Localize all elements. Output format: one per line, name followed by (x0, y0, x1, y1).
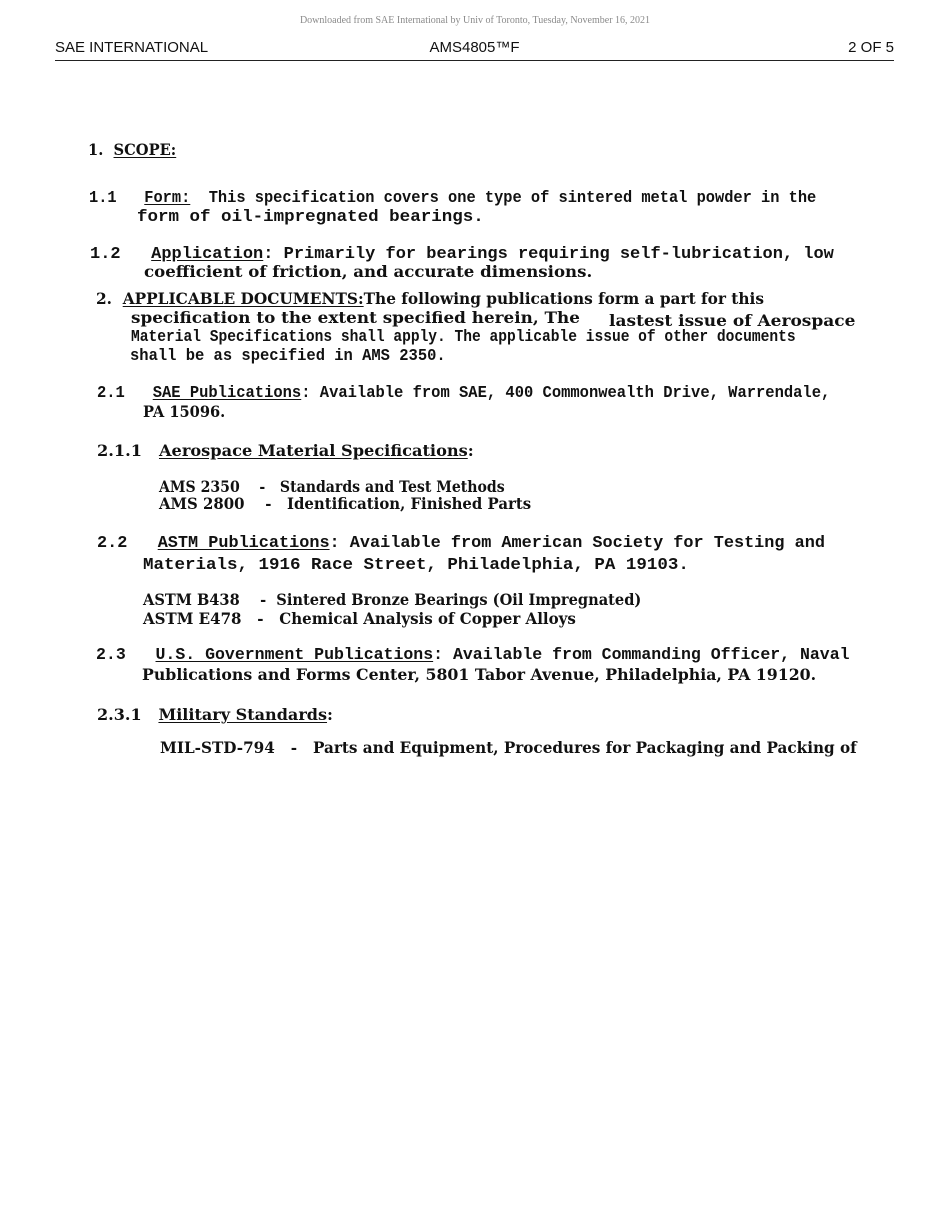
header-page-number: 2 OF 5 (848, 39, 894, 56)
section-2-line3: Material Specifications shall apply. The applicable issue of other documents (131, 327, 796, 346)
section-colon: : (467, 441, 474, 460)
spec-code: MIL-STD-794 (160, 738, 275, 757)
section-number: 2.3 (96, 645, 126, 664)
section-2-1-line2: PA 15096. (143, 402, 226, 421)
section-2-1-1-heading (97, 442, 474, 460)
ams-list-item (159, 495, 531, 513)
spec-dash: - (265, 494, 272, 513)
section-label: Application (151, 244, 264, 263)
section-label: Military Standards (158, 705, 328, 724)
section-2-3-line1 (96, 646, 850, 664)
spec-code: ASTM B438 (143, 590, 240, 609)
spec-dash: - (257, 609, 264, 628)
scope-heading (88, 141, 176, 159)
section-2-3-line2: Publications and Forms Center, 5801 Tabor Avenue, Philadelphia, PA 19120. (142, 665, 817, 684)
section-text: This specification covers one type of sintered metal powder in the (208, 188, 817, 207)
section-number: 1.2 (90, 244, 121, 263)
section-2-line2a: specification to the extent specified herein, The (131, 308, 580, 327)
section-label: ASTM Publications (157, 533, 330, 552)
section-text: : Available from Commanding Officer, Naval (433, 645, 850, 664)
spec-title: Identification, Finished Parts (286, 494, 532, 513)
section-1-2-line2: coefficient of friction, and accurate dimensions. (144, 262, 593, 281)
section-number: 1.1 (89, 188, 117, 207)
spec-title: Parts and Equipment, Procedures for Packaging and Packing of (312, 738, 857, 757)
spec-dash: - (290, 738, 298, 757)
section-label: U.S. Government Publications (155, 645, 434, 664)
section-label: Aerospace Material Specifications (158, 441, 468, 460)
section-2-2-line1 (97, 534, 825, 552)
section-number: 2.1.1 (97, 441, 143, 460)
spec-dash: - (259, 477, 266, 496)
section-number: 2.1 (97, 383, 125, 402)
section-text: : Primarily for bearings requiring self-lubrication, low (263, 244, 834, 263)
section-number: 1. (88, 140, 104, 159)
spec-dash: - (260, 590, 267, 609)
section-text: : Available from American Society for Testing and (329, 533, 825, 552)
section-label: SCOPE: (113, 140, 177, 159)
header-org: SAE INTERNATIONAL (55, 39, 209, 56)
section-text: The following publications form a part for this (363, 289, 764, 308)
section-2-line4: shall be as specified in AMS 2350. (130, 346, 446, 365)
section-2-line1 (96, 290, 764, 308)
spec-code: ASTM E478 (143, 609, 242, 628)
section-number: 2. (96, 289, 113, 308)
section-text: : Available from SAE, 400 Commonwealth Drive, Warrendale, (301, 383, 831, 402)
download-watermark: Downloaded from SAE International by Univ of Toronto, Tuesday, November 16, 2021 (299, 15, 651, 26)
spec-title: Chemical Analysis of Copper Alloys (279, 609, 576, 628)
spec-code: AMS 2350 (159, 477, 240, 496)
mil-list-item (160, 739, 857, 757)
section-number: 2.3.1 (97, 705, 142, 724)
section-number: 2.2 (97, 533, 128, 552)
section-label: APPLICABLE DOCUMENTS: (122, 289, 364, 308)
astm-list-item (143, 610, 576, 628)
section-1-1-line2: form of oil-impregnated bearings. (137, 207, 484, 226)
section-2-line2b: lastest issue of Aerospace (609, 311, 856, 330)
spec-code: AMS 2800 (159, 494, 245, 513)
section-label: Form: (144, 188, 191, 207)
section-1-2-line1 (90, 245, 834, 263)
section-2-2-line2: Materials, 1916 Race Street, Philadelphia, PA 19103. (143, 555, 689, 574)
astm-list-item (143, 591, 641, 609)
page-header (55, 38, 894, 61)
section-2-3-1-heading (97, 706, 333, 724)
section-label: SAE Publications (152, 383, 302, 402)
spec-title: Standards and Test Methods (279, 477, 505, 496)
section-1-1-line1 (89, 189, 816, 207)
section-2-1-line1 (97, 384, 830, 402)
header-doc-number: AMS4805™F (429, 39, 520, 56)
spec-title: Sintered Bronze Bearings (Oil Impregnated) (276, 590, 642, 609)
section-colon: : (327, 705, 333, 724)
